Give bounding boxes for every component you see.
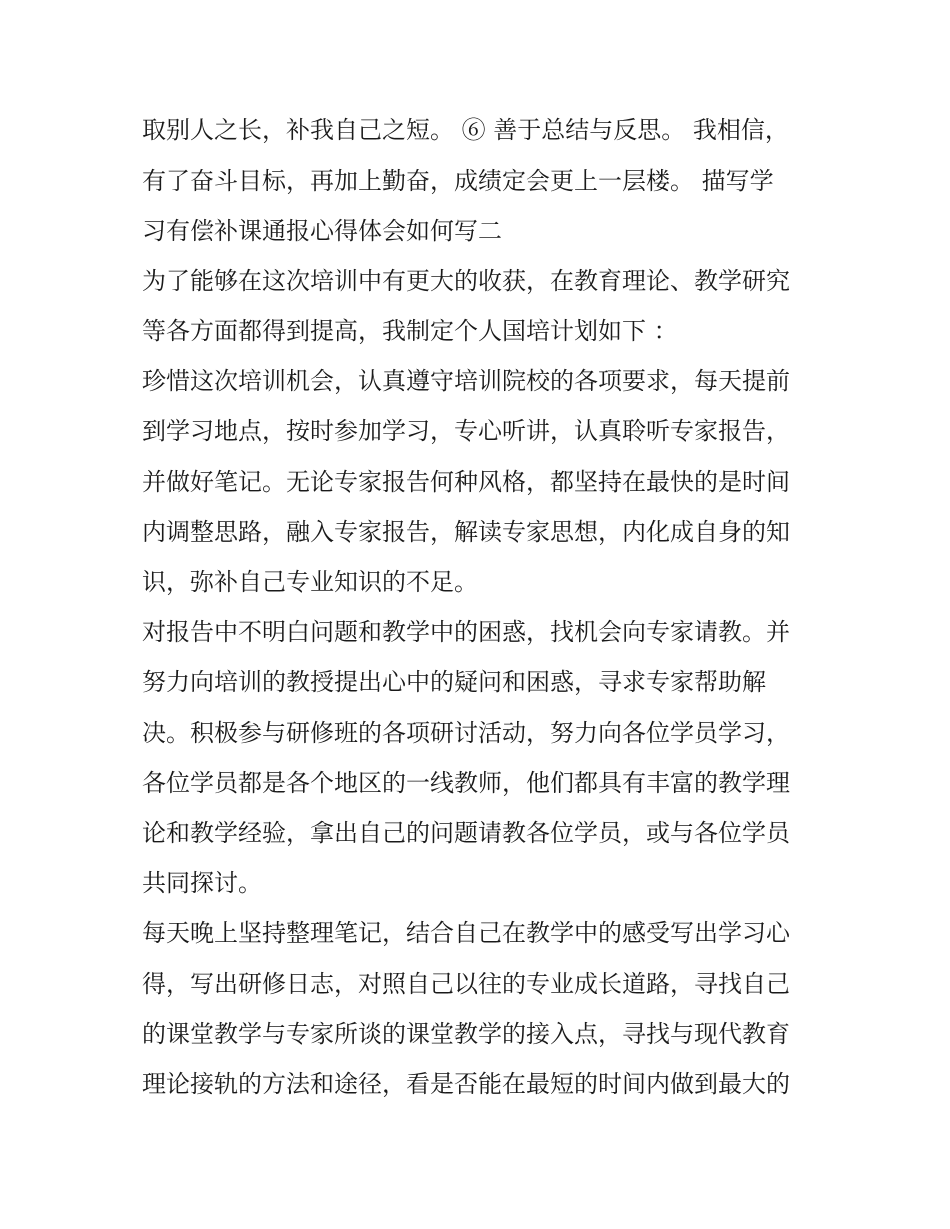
text-line: 努力向培训的教授提出心中的疑问和困惑，寻求专家帮助解 [142,668,766,696]
text-line: 对报告中不明白问题和教学中的困惑，找机会向专家请教。并 [142,618,790,646]
text-line: 各位学员都是各个地区的一线教师，他们都具有丰富的教学理 [142,769,790,797]
text-line: 得，写出研修日志，对照自己以往的专业成长道路，寻找自己 [142,970,790,998]
text-line: 论和教学经验，拿出自己的问题请教各位学员，或与各位学员 [142,819,790,847]
text-line: 理论接轨的方法和途径，看是否能在最短的时间内做到最大的 [142,1070,790,1098]
text-line: 有了奋斗目标，再加上勤奋，成绩定会更上一层楼。 描写学 [142,167,774,195]
text-line: 为了能够在这次培训中有更大的收获，在教育理论、教学研究 [142,267,790,295]
text-line: 并做好笔记。无论专家报告何种风格，都坚持在最快的是时间 [142,468,790,496]
text-line: 到学习地点，按时参加学习，专心听讲，认真聆听专家报告， [142,417,790,445]
text-line: 内调整思路，融入专家报告，解读专家思想，内化成自身的知 [142,518,790,546]
text-line: 每天晚上坚持整理笔记，结合自己在教学中的感受写出学习心 [142,919,790,947]
text-line: 的课堂教学与专家所谈的课堂教学的接入点，寻找与现代教育 [142,1020,790,1048]
text-line: 识，弥补自己专业知识的不足。 [142,568,478,596]
text-line: 共同探讨。 [142,869,262,897]
text-line: 习有偿补课通报心得体会如何写二 [142,217,502,245]
text-line: 珍惜这次培训机会，认真遵守培训院校的各项要求，每天提前 [142,367,790,395]
text-line: 决。积极参与研修班的各项研讨活动，努力向各位学员学习， [142,719,790,747]
text-line: 取别人之长，补我自己之短。 ⑥ 善于总结与反思。 我相信， [142,116,789,144]
text-line: 等各方面都得到提高，我制定个人国培计划如下 ： [142,317,678,345]
